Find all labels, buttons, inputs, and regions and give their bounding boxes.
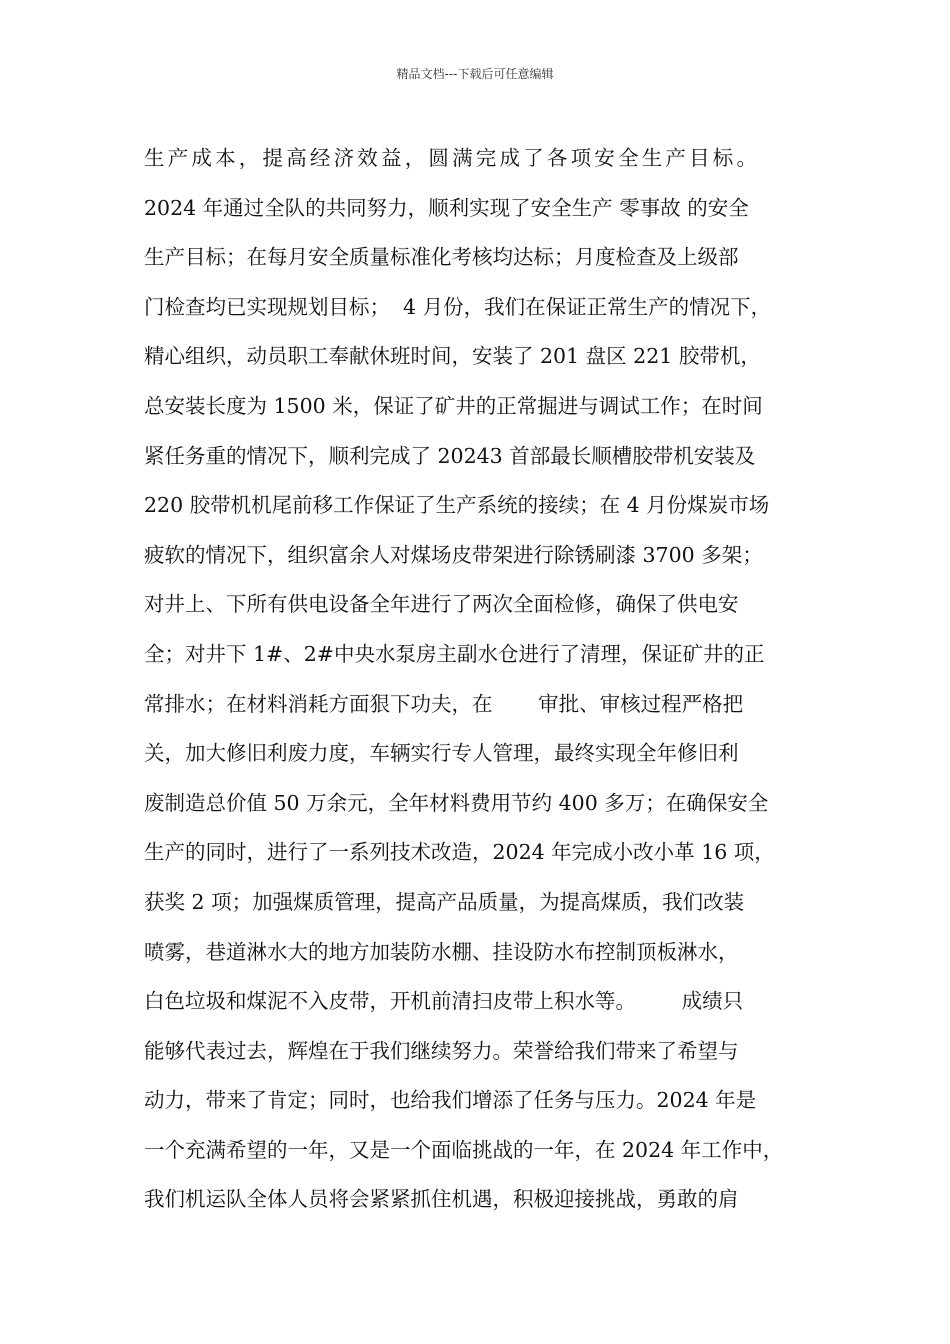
text-line: 门检查均已实现规划目标； 4 月份，我们在保证正常生产的情况下， bbox=[144, 294, 772, 319]
text-line: 对井上、下所有供电设备全年进行了两次全面检修，确保了供电安 bbox=[144, 592, 739, 617]
page-header: 精品文档---下载后可任意编辑 bbox=[396, 67, 554, 81]
text-line: 紧任务重的情况下，顺利完成了 20243 首部最长顺槽胶带机安装及 bbox=[144, 443, 756, 468]
text-line: 疲软的情况下，组织富余人对煤场皮带架进行除锈刷漆 3700 多架； bbox=[144, 542, 763, 567]
text-line: 关，加大修旧利废力度，车辆实行专人管理，最终实现全年修旧利 bbox=[144, 741, 739, 766]
text-line: 喷雾，巷道淋水大的地方加装防水棚、挂设防水布控制顶板淋水， bbox=[144, 939, 739, 964]
text-line: 获奖 2 项；加强煤质管理，提高产品质量，为提高煤质，我们改装 bbox=[144, 889, 745, 914]
text-line: 220 胶带机机尾前移工作保证了生产系统的接续；在 4 月份煤炭市场 bbox=[144, 493, 770, 518]
text-line: 生产目标；在每月安全质量标准化考核均达标；月度检查及上级部 bbox=[144, 245, 739, 270]
text-line: 常排水；在材料消耗方面狠下功夫，在 审批、审核过程严格把 bbox=[144, 691, 744, 716]
text-line: 一个充满希望的一年，又是一个面临挑战的一年，在 2024 年工作中， bbox=[144, 1137, 784, 1162]
text-line: 我们机运队全体人员将会紧紧抓住机遇，积极迎接挑战，勇敢的肩 bbox=[144, 1187, 739, 1212]
text-line: 总安装长度为 1500 米，保证了矿井的正常掘进与调试工作；在时间 bbox=[144, 393, 763, 418]
text-line: 能够代表过去，辉煌在于我们继续努力。荣誉给我们带来了希望与 bbox=[144, 1038, 739, 1063]
text-line: 精心组织，动员职工奉献休班时间，安装了 201 盘区 221 胶带机， bbox=[144, 344, 761, 369]
text-line: 2024 年通过全队的共同努力，顺利实现了安全生产 零事故 的安全 bbox=[144, 195, 749, 220]
text-line: 废制造总价值 50 万余元，全年材料费用节约 400 多万；在确保安全 bbox=[144, 790, 769, 815]
text-line: 全；对井下 1#、2#中央水泵房主副水仓进行了清理，保证矿井的正 bbox=[144, 641, 765, 666]
text-line: 生产的同时，进行了一系列技术改造，2024 年完成小改小革 16 项， bbox=[144, 840, 775, 865]
document-body bbox=[144, 134, 834, 1225]
text-line: 生产成本，提高经济效益，圆满完成了各项安全生产目标。 bbox=[144, 146, 761, 170]
text-line: 白色垃圾和煤泥不入皮带，开机前清扫皮带上积水等。 成绩只 bbox=[144, 989, 744, 1014]
text-line: 动力，带来了肯定；同时，也给我们增添了任务与压力。2024 年是 bbox=[144, 1088, 757, 1113]
